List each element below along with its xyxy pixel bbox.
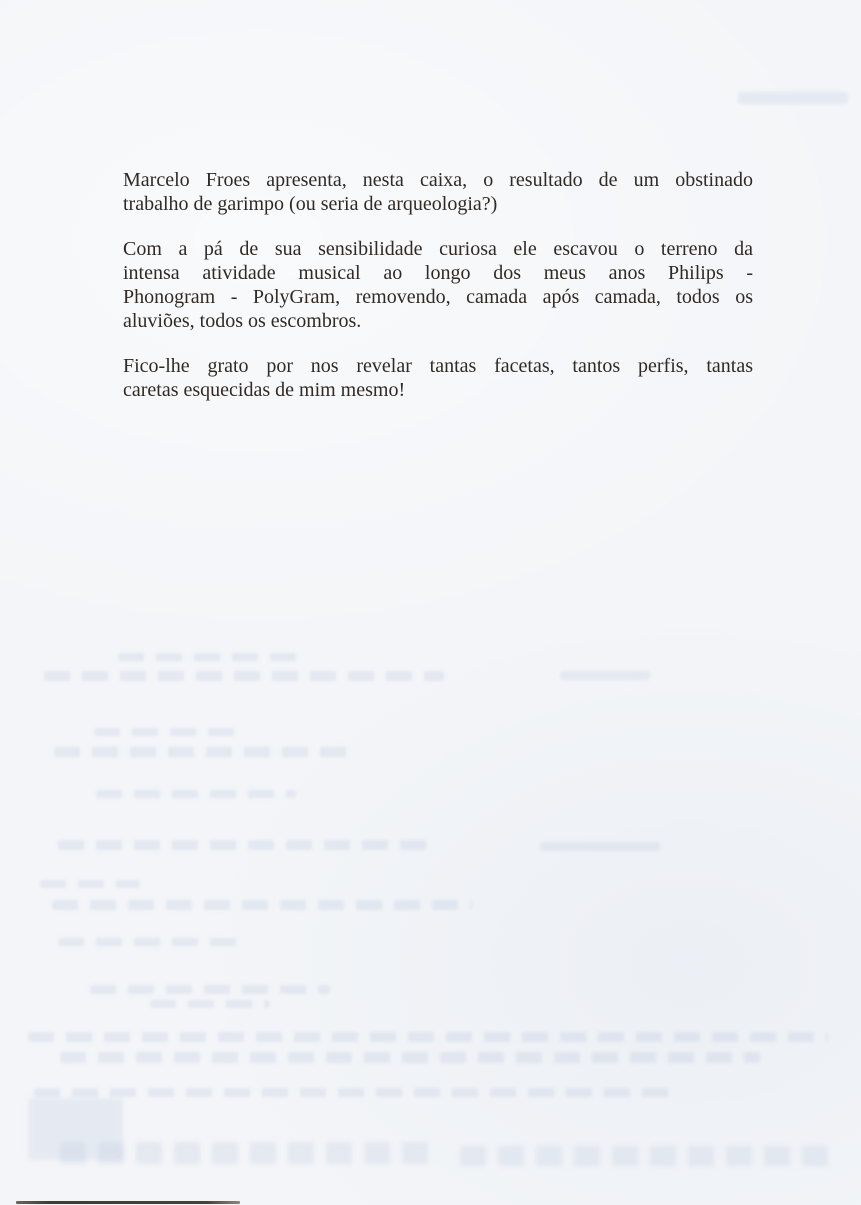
ghost-bleedthrough-line: [94, 728, 244, 736]
ghost-bleedthrough-line: [40, 880, 140, 888]
text-line: trabalho de garimpo (ou seria de arqueologia?): [123, 193, 498, 215]
paragraph-2: [123, 237, 753, 333]
paragraph-3: [123, 354, 753, 402]
text-line: Fico-lhe grato por nos revelar tantas facetas, tantos perfis, tantas: [123, 355, 753, 377]
ghost-bleedthrough-line: [58, 840, 438, 850]
ghost-bleedthrough-line: [738, 92, 848, 104]
liner-notes-text: [123, 168, 753, 423]
ghost-bleedthrough-line: [60, 1052, 760, 1063]
ghost-bleedthrough-line: [28, 1032, 828, 1042]
paragraph-1: [123, 168, 753, 216]
ghost-bleedthrough-title: [60, 1142, 440, 1164]
text-line: Marcelo Froes apresenta, nesta caixa, o resultado de um obstinado: [123, 169, 753, 191]
text-line: aluviões, todos os escombros.: [123, 310, 362, 332]
text-line: caretas esquecidas de mim mesmo!: [123, 379, 406, 401]
ghost-bleedthrough-line: [118, 653, 298, 661]
text-line: intensa atividade musical ao longo dos meus anos Philips -: [123, 262, 753, 284]
ghost-bleedthrough-line: [52, 900, 472, 910]
text-line: Phonogram - PolyGram, removendo, camada após camada, todos os: [123, 286, 753, 308]
ghost-bleedthrough-line: [58, 938, 238, 946]
ghost-bleedthrough-title: [460, 1146, 830, 1166]
ghost-bleedthrough-line: [44, 671, 444, 681]
ghost-bleedthrough-line: [150, 1000, 270, 1008]
ghost-bleedthrough-line: [90, 985, 330, 994]
ghost-bleedthrough-line: [560, 671, 650, 680]
text-line: Com a pá de sua sensibilidade curiosa ele escavou o terreno da: [123, 238, 753, 260]
scan-edge-artifact: [16, 1201, 240, 1204]
ghost-bleedthrough-line: [540, 842, 660, 851]
ghost-bleedthrough-line: [96, 790, 296, 798]
ghost-bleedthrough-line: [54, 747, 354, 757]
ghost-bleedthrough-line: [34, 1088, 674, 1097]
